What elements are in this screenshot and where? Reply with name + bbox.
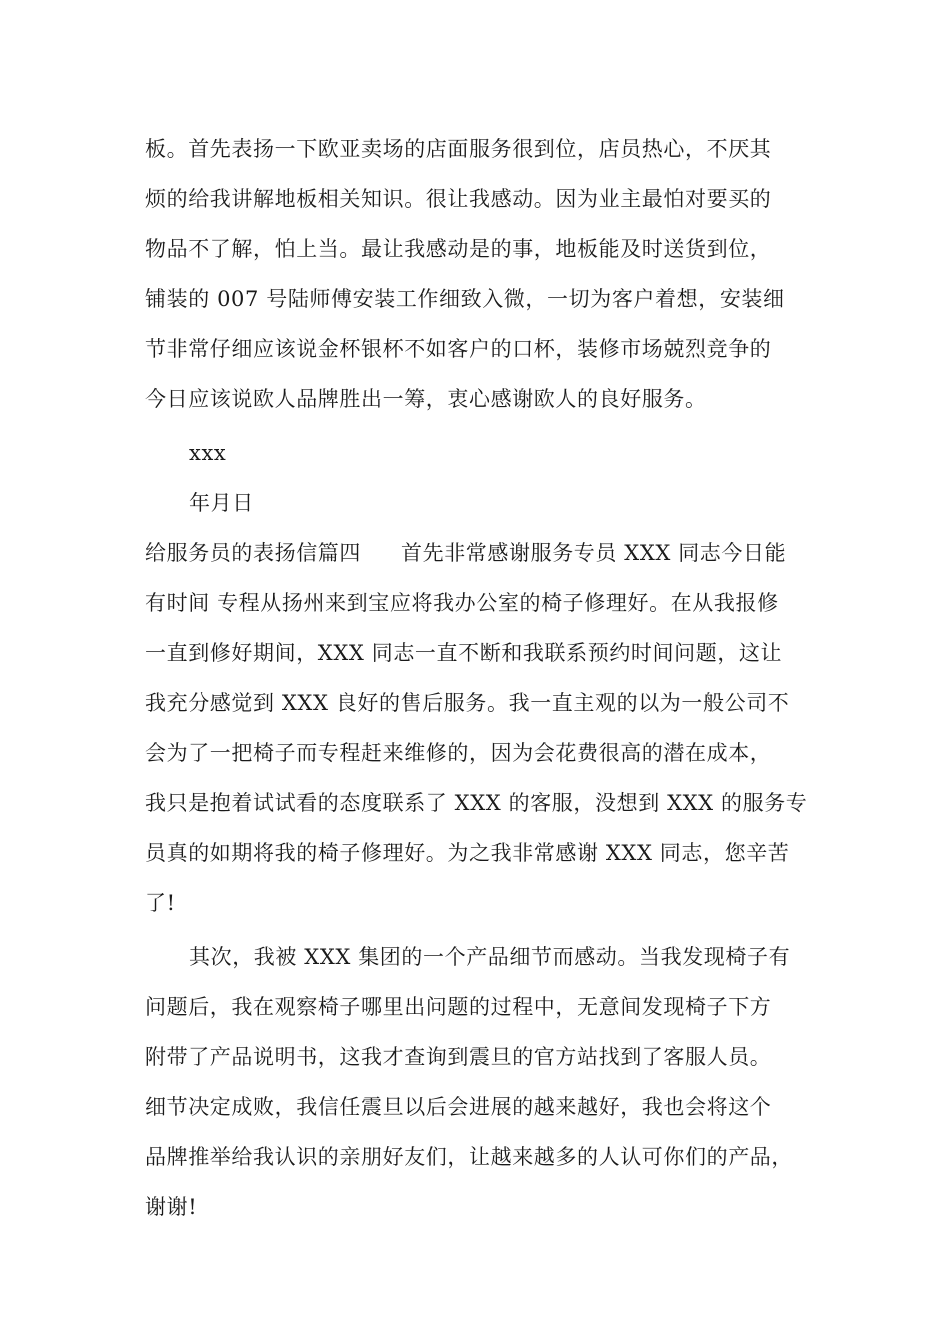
paragraph-1 xyxy=(145,124,825,424)
signature-date: 年月日 xyxy=(189,491,254,515)
section-heading-line xyxy=(145,528,825,578)
text-line: 附带了产品说明书，这我才查询到震旦的官方站找到了客服人员。 xyxy=(145,1045,772,1069)
text-line: 节非常仔细应该说金杯银杯不如客户的口杯，装修市场兢烈竞争的 xyxy=(145,337,772,361)
text-line: 板。首先表扬一下欧亚卖场的店面服务很到位，店员热心，不厌其 xyxy=(145,137,772,161)
text-line: 烦的给我讲解地板相关知识。很让我感动。因为业主最怕对要买的 xyxy=(145,187,772,211)
paragraph-2 xyxy=(145,578,825,928)
text-line: 其次，我被 XXX 集团的一个产品细节而感动。当我发现椅子有 xyxy=(189,945,791,969)
text-line: 会为了一把椅子而专程赶来维修的，因为会花费很高的潜在成本， xyxy=(145,741,772,765)
text-line: 细节决定成败，我信任震旦以后会进展的越来越好，我也会将这个 xyxy=(145,1095,772,1119)
text-line: 了! xyxy=(145,891,176,915)
text-line: 我只是抱着试试看的态度联系了 XXX 的客服，没想到 XXX 的服务专 xyxy=(145,791,808,815)
document-body xyxy=(145,124,825,1232)
paragraph-3 xyxy=(145,932,825,1232)
text-line: 物品不了解，怕上当。最让我感动是的事，地板能及时送货到位， xyxy=(145,237,772,261)
signature-name: xxx xyxy=(189,441,227,465)
section-title: 给服务员的表扬信篇四 xyxy=(145,541,361,565)
text-line: 品牌推举给我认识的亲朋好友们，让越来越多的人认可你们的产品， xyxy=(145,1145,793,1169)
text-line: 铺装的 007 号陆师傅安装工作细致入微，一切为客户着想，安装细 xyxy=(145,287,785,311)
text-line: 有时间 专程从扬州来到宝应将我办公室的椅子修理好。在从我报修 xyxy=(145,591,779,615)
paragraph-2-first-line: 首先非常感谢服务专员 XXX 同志今日能 xyxy=(401,541,787,565)
text-line: 问题后，我在观察椅子哪里出问题的过程中，无意间发现椅子下方 xyxy=(145,995,772,1019)
text-line: 谢谢! xyxy=(145,1195,198,1219)
text-line: 今日应该说欧人品牌胜出一筹，衷心感谢欧人的良好服务。 xyxy=(145,387,707,411)
text-line: 我充分感觉到 XXX 良好的售后服务。我一直主观的以为一般公司不 xyxy=(145,691,790,715)
text-line: 员真的如期将我的椅子修理好。为之我非常感谢 XXX 同志，您辛苦 xyxy=(145,841,790,865)
text-line: 一直到修好期间，XXX 同志一直不断和我联系预约时间问题，这让 xyxy=(145,641,783,665)
